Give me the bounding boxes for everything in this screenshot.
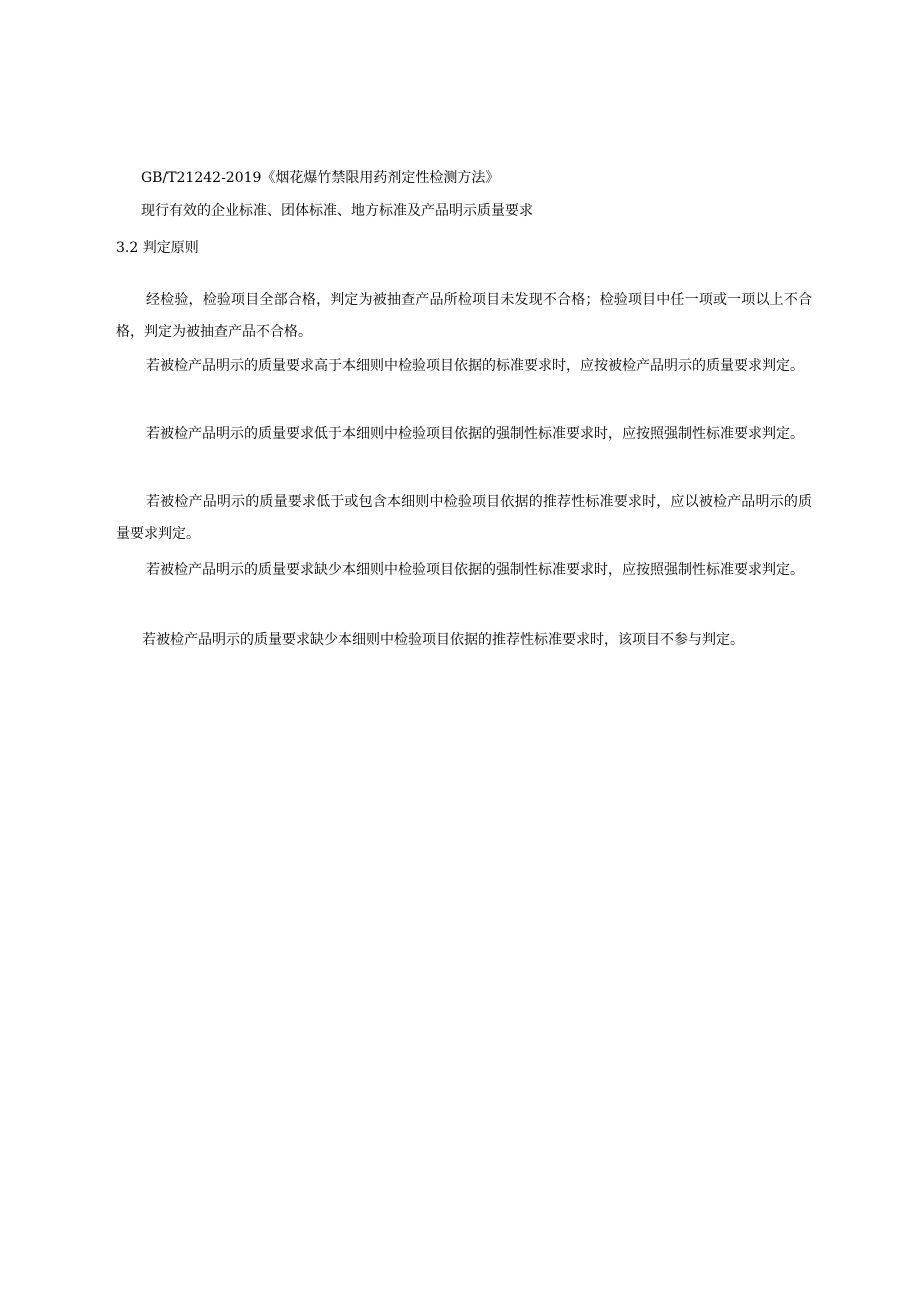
paragraph-lower-mandatory: 若被检产品明示的质量要求低于本细则中检验项目依据的强制性标准要求时，应按照强制性标准要求判定。 (146, 426, 804, 442)
standard-gb-line: GB/T21242-2019《烟花爆竹禁限用药剂定性检测方法》 (141, 170, 500, 186)
paragraph-missing-recommended: 若被检产品明示的质量要求缺少本细则中检验项目依据的推荐性标准要求时，该项目不参与判定。 (142, 632, 744, 648)
paragraph-lower-recommended: 若被检产品明示的质量要求低于或包含本细则中检验项目依据的推荐性标准要求时，应以被检产品明示的质量要求判定。 (116, 494, 812, 542)
paragraph-missing-mandatory: 若被检产品明示的质量要求缺少本细则中检验项目依据的强制性标准要求时，应按照强制性标准要求判定。 (146, 562, 804, 578)
paragraph-overall-judgment: 经检验，检验项目全部合格，判定为被抽查产品所检项目未发现不合格；检验项目中任一项或一项以上不合格，判定为被抽查产品不合格。 (116, 292, 812, 340)
section-heading: 3.2 判定原则 (116, 240, 199, 256)
paragraph-higher-requirement: 若被检产品明示的质量要求高于本细则中检验项目依据的标准要求时，应按被检产品明示的质量要求判定。 (146, 358, 804, 374)
standard-other-line: 现行有效的企业标准、团体标准、地方标准及产品明示质量要求 (141, 203, 533, 219)
